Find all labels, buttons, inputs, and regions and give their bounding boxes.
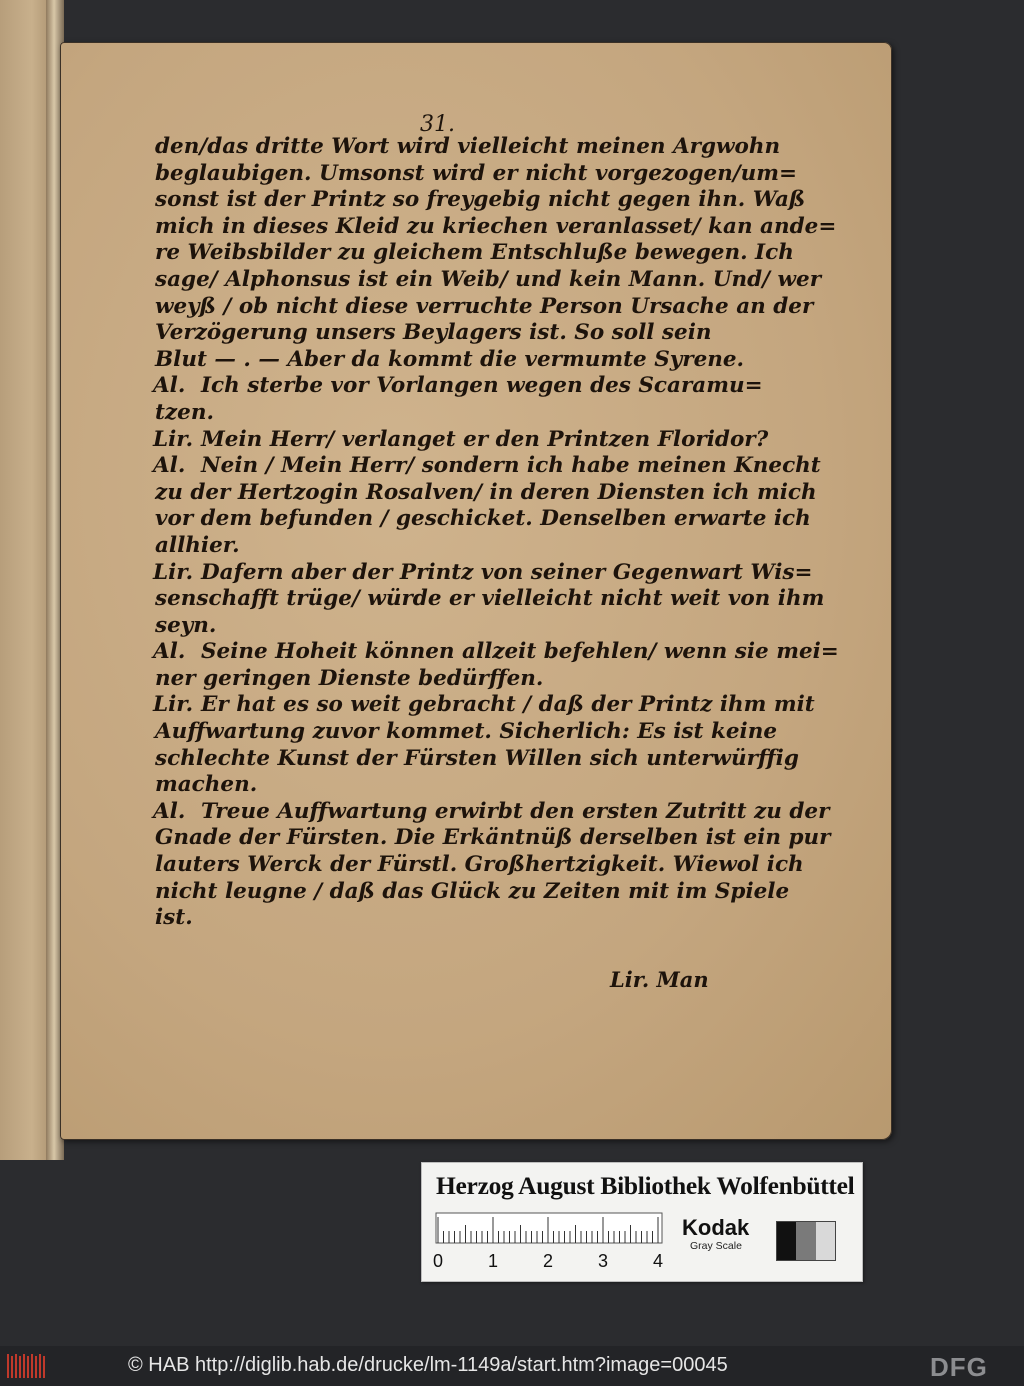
line-text: vor dem befunden / geschicket. Denselben erwarte ich [155,506,811,532]
speaker-label: Al. [153,453,186,479]
text-line [155,506,811,533]
text-line [155,825,831,852]
line-text: senschafft trüge/ würde er vielleicht nicht weit von ihm [155,586,825,612]
gray-swatches [776,1221,836,1261]
text-line [155,586,825,613]
line-text: beglaubigen. Umsonst wird er nicht vorgezogen/um= [155,160,798,186]
line-text: seyn. [155,612,217,638]
line-text: nicht leugne / daß das Glück zu Zeiten mit im Spiele [155,878,790,904]
text-line [155,533,775,560]
text-line [155,745,799,773]
text-line [155,373,775,400]
line-text: sonst ist der Printz so freygebig nicht gegen ihn. Waß [155,187,806,213]
gray-swatch [777,1222,796,1260]
speaker-label: Lir. [153,559,194,585]
text-line [155,320,775,347]
gray-swatch [796,1222,815,1260]
ruler-frame [436,1213,662,1243]
text-line [155,772,775,799]
text-line [155,187,806,214]
color-calibration-bar [421,1162,863,1282]
text-line [155,613,775,640]
speaker-label: Al. [153,373,186,399]
text-line [155,347,775,374]
line-text: Ich sterbe vor Vorlangen wegen des Scaramu= [201,373,763,399]
line-text: re Weibsbilder zu gleichem Entschluße bewegen. Ich [155,240,794,266]
logo-bar [19,1356,21,1378]
line-text: Gnade der Fürsten. Die Erkäntnüß derselben ist ein pur [155,825,831,851]
line-text: allhier. [155,532,240,558]
text-line [155,878,790,906]
text-line [155,479,817,507]
ruler-number: 4 [652,1251,664,1271]
line-text: sage/ Alphonsus ist ein Weib/ und kein Mann. Und/ wer [155,266,822,292]
line-text: schlechte Kunst der Fürsten Willen sich unterwürffig [155,745,799,771]
page-text [153,134,839,932]
line-text: Nein / Mein Herr/ sondern ich habe meinen Knecht [201,453,821,479]
line-text: zu der Hertzogin Rosalven/ in deren Diensten ich mich [155,479,817,505]
text-line [155,240,794,267]
logo-bar [31,1354,33,1378]
ruler-number: 1 [487,1251,499,1271]
text-line [153,453,821,480]
line-text: Seine Hoheit können allzeit befehlen/ wenn sie mei= [201,639,839,665]
kodak-label: Kodak [682,1215,750,1240]
speaker-label: Lir. [153,692,194,718]
text-line [155,852,804,879]
hab-logo-icon [6,1352,48,1380]
logo-bar [7,1354,9,1378]
speaker-label: Al. [153,798,186,824]
text-line [153,559,813,587]
line-text: Blut — . — Aber da kommt die vermumte Syrene. [155,346,745,372]
speaker-label: Al. [153,639,186,665]
book-page [60,42,892,1140]
library-name: Herzog August Bibliothek Wolfenbüttel [436,1171,855,1200]
catchword: Lir. Man [610,967,709,992]
dfg-logo: DFG [930,1352,988,1382]
text-line [155,666,775,693]
line-text: Er hat es so weit gebracht / daß der Printz ihm mit [201,692,815,718]
line-text: lauters Werck der Fürstl. Großhertzigkeit. Wiewol ich [155,852,804,878]
logo-bar [27,1356,29,1378]
text-line [153,639,839,666]
copyright-link[interactable]: © HAB http://diglib.hab.de/drucke/lm-1149a/start.htm?image=00045 [128,1354,728,1376]
ruler-number: 0 [432,1251,444,1271]
line-text: Auffwartung zuvor kommet. Sicherlich: Es ist keine [155,719,777,745]
text-line [155,400,775,427]
ruler-number: 3 [597,1251,609,1271]
text-line [155,213,837,241]
text-line [155,905,775,932]
footer-bar [0,1346,1024,1386]
text-line [155,427,775,454]
text-line [153,798,830,826]
ruler-scale [432,1211,664,1273]
logo-bar [11,1356,13,1378]
line-text: tzen. [155,399,214,425]
line-text: Treue Auffwartung erwirbt den ersten Zutritt zu der [201,798,830,824]
line-text: mich in dieses Kleid zu kriechen veranlasset/ kan ande= [155,213,837,239]
line-text: ist. [155,905,193,931]
line-text: den/das dritte Wort wird vielleicht meinen Argwohn [155,134,781,159]
logo-bar [15,1354,17,1378]
line-text: ner geringen Dienste bedürffen. [155,665,544,691]
line-text: Verzögerung unsers Beylagers ist. So soll sein [155,320,712,346]
gray-scale-label: Gray Scale [690,1240,742,1252]
gray-swatch [816,1222,835,1260]
text-line [155,134,781,161]
text-line [155,266,822,294]
text-line [155,719,775,746]
ruler-number: 2 [542,1251,554,1271]
logo-bar [39,1354,41,1378]
speaker-label: Lir. [153,426,194,452]
text-line [155,293,814,321]
logo-bar [43,1356,45,1378]
text-line [153,692,815,719]
page-number: 31. [420,112,455,137]
line-text: machen. [155,772,258,798]
line-text: Mein Herr/ verlanget er den Printzen Floridor? [201,426,769,452]
line-text: weyß / ob nicht diese verruchte Person Ursache an der [155,293,814,319]
logo-bar [35,1356,37,1378]
text-line [155,160,798,188]
logo-bar [23,1354,25,1378]
line-text: Dafern aber der Printz von seiner Gegenwart Wis= [201,559,813,585]
